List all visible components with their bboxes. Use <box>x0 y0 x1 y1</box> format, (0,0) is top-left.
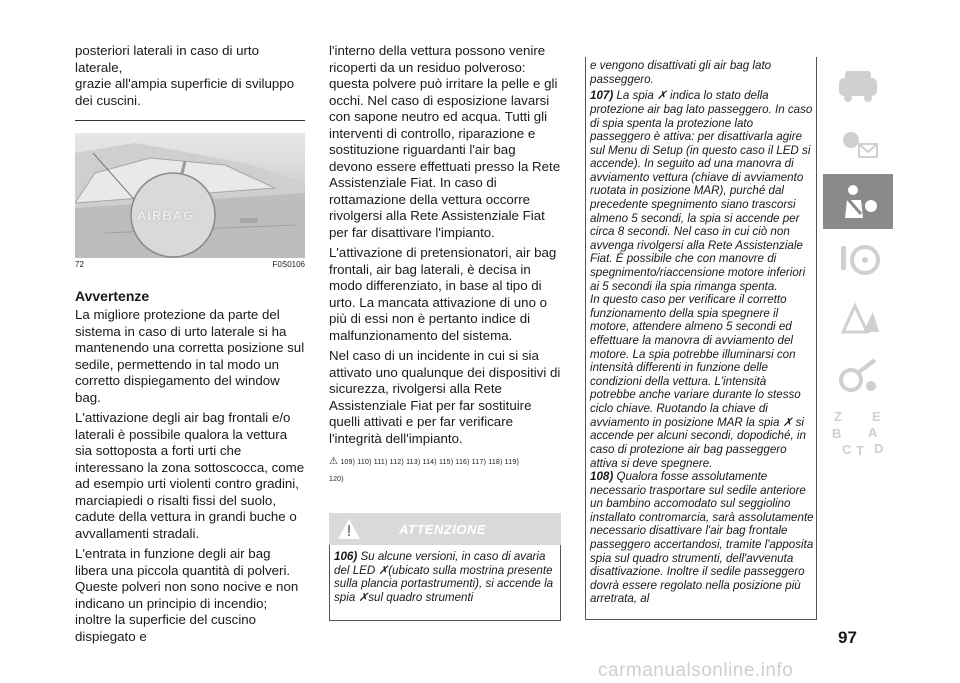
section-heading: Avvertenze <box>75 288 150 304</box>
intro-line: grazie all'ampia superficie di sviluppo <box>75 76 295 91</box>
section-divider <box>75 120 305 121</box>
steering-wheel-key-icon <box>833 240 883 280</box>
figure-number: 72 <box>75 260 84 269</box>
car-dashboard-icon <box>833 66 883 106</box>
paragraph: La migliore protezione da parte del sistema in caso di urto laterale si ha mantenendo una corretta posizione sul sedile, permettendo in tal modo un corretto dispiegamento del window bag. <box>75 307 305 405</box>
column-middle <box>329 43 561 488</box>
warning-title: ATTENZIONE <box>399 522 487 537</box>
note-text: Su alcune versioni, in caso di avaria del LED <box>334 550 546 577</box>
note-107 <box>590 89 814 293</box>
airbag-badge: AIRBAG <box>137 208 195 223</box>
passenger-airbag-icon: ✗ <box>358 591 369 605</box>
warning-lights-icon <box>833 124 883 164</box>
tab-maintenance[interactable] <box>823 348 893 403</box>
note-text: Qualora fosse assolutamente necessario trasportare sul sedile anteriore un bambino accomodato sul seggiolino installato contromarcia, sarà assolutamente necessario disattivare l'air bag frontale passeggero accertandosi, tramite l'apposita spia sul quadro strumenti, dell'avvenuta disattivazione. Inoltre il sedile passeggero dovrà essere regolato nella posizione più arretrata, al <box>590 470 814 606</box>
note-108 <box>590 470 814 606</box>
index-letter: A <box>868 424 878 440</box>
column-left <box>75 43 305 121</box>
note-lead: e vengono disattivati gli air bag lato passeggero. <box>590 59 772 86</box>
note-text: (ubicato sulla mostrina presente sulla plancia portastrumenti), si accende la spia <box>334 563 554 604</box>
airbag-off-icon: ✗ <box>378 563 389 577</box>
airbag-figure <box>75 133 305 258</box>
chapter-tabs <box>823 58 893 464</box>
note-text: si accende per alcuni secondi, dopodiché, in caso di protezione air bag passeggero attiva si deve spegnere. <box>590 415 806 470</box>
references <box>329 453 561 488</box>
note-number: 106) <box>334 550 358 563</box>
reference-list: 120) <box>329 476 344 483</box>
intro-line: posteriori laterali in caso di urto laterale, <box>75 43 260 75</box>
warning-header <box>329 513 561 545</box>
warning-106 <box>330 545 560 605</box>
note-text: sul quadro strumenti <box>368 590 474 604</box>
page-number: 97 <box>838 628 857 647</box>
tab-safety[interactable] <box>823 174 893 229</box>
hazard-road-icon <box>833 298 883 338</box>
paragraph: L'attivazione degli air bag frontali e/o laterali è possibile qualora la vettura sia sottoposta a forti urti che interessano la zona sottoscocca, come ad esempio urti violenti contro gradini, marciapiedi o risalti fissi del suolo, cadute della vettura in grandi buche o avvallamenti stradali. <box>75 410 305 541</box>
index-letter: Z <box>834 408 842 424</box>
note-107-cont <box>590 293 814 470</box>
paragraph: L'entrata in funzione degli air bag libera una piccola quantità di polveri. Queste polveri non sono nocive e non indicano un principio di incendio; inoltre la superficie del cuscino dispiegato e <box>75 546 299 644</box>
intro-line: dei cuscini. <box>75 92 141 108</box>
figure-code: F0S0106 <box>272 260 305 269</box>
tab-emergency[interactable] <box>823 290 893 345</box>
warning-icon: ⚠ <box>329 456 339 467</box>
note-number: 107) <box>590 89 614 103</box>
note-text: In questo caso per verificare il corretto funzionamento della spia spegnere il motore, attendere almeno 5 secondi ed effettuare la manovra di avviamento del motore. La spia potrebbe illuminarsi con intensità differenti in funzione delle condizioni della vettura. L'intensità potrebbe anche variare durante lo stesso ciclo chiave. Ruotando la chiave di avviamento in posizione MAR la spia <box>590 293 801 429</box>
warnings-section <box>75 288 305 649</box>
passenger-airbag-icon: ✗ <box>657 89 667 103</box>
warning-triangle-icon <box>337 518 361 540</box>
warning-box <box>329 545 561 621</box>
note-number: 108) <box>590 470 614 484</box>
note-text: La spia <box>613 89 658 103</box>
paragraph: L'attivazione di pretensionatori, air bag frontali, air bag laterali, è decisa in modo differenziato, in base al tipo di urto. La mancata attivazione di uno o più di essi non è pertanto indice di malfunzionamento del sistema. <box>329 245 557 343</box>
tab-index[interactable] <box>823 406 893 461</box>
tools-gear-icon <box>833 356 883 396</box>
watermark: carmanualsonline.info <box>598 660 794 681</box>
seatbelt-person-icon <box>833 182 883 222</box>
paragraph: l'interno della vettura possono venire ricoperti da un residuo polveroso: questa polvere può irritare la pelle e gli occhi. Nel caso di esposizione lavarsi con sapone neutro ed acqua. Tutti gli interventi di controllo, riparazione e sostituzione riguardanti l'air bag devono essere effettuati presso la Rete Assistenziale Fiat. In caso di rottamazione della vettura occorre rivolgersi alla Rete Assistenziale Fiat per far disattivare l'impianto. <box>329 43 561 240</box>
car-side-illustration <box>75 133 305 258</box>
index-letter: B <box>832 425 842 441</box>
reference-list: 109) 110) 111) 112) 113) 114) 115) 116) 117) 118) 119) <box>340 459 519 466</box>
column-right <box>590 59 814 606</box>
tab-warning-lights[interactable] <box>823 116 893 171</box>
tab-dashboard[interactable] <box>823 58 893 113</box>
index-letters-icon <box>828 409 888 459</box>
paragraph: Nel caso di un incidente in cui si sia attivato uno qualunque dei dispositivi di sicurezza, rivolgersi alla Rete Assistenziale Fiat per far sostituire quelli attivati e per far verificare l'integrità dell'impianto. <box>329 348 561 446</box>
index-letter: T <box>856 442 864 458</box>
index-letter: D <box>874 440 884 456</box>
tab-starting-driving[interactable] <box>823 232 893 287</box>
passenger-airbag-icon: ✗ <box>782 415 793 429</box>
index-letter: C <box>842 441 852 457</box>
index-letter: E <box>872 408 881 424</box>
note-text: indica lo stato della protezione air bag lato passeggero. In caso di spia spenta la protezione lato passeggero è attiva: per disattivarla agire sul Menu di Setup (in questo caso il LED si accende). In seguito ad una manovra di avviamento vettura (chiave di avviamento ruotata in posizione MAR), purché dal precedente spegnimento siano trascorsi almeno 5 secondi, la spia si accende per circa 8 secondi. Nel caso in cui ciò non avvenga rivolgersi alla Rete Assistenziale Fiat. È possibile che con manovre di spegnimento/riaccensione motore inferiori ai 5 secondi ila spia rimanga spenta. <box>590 89 813 293</box>
